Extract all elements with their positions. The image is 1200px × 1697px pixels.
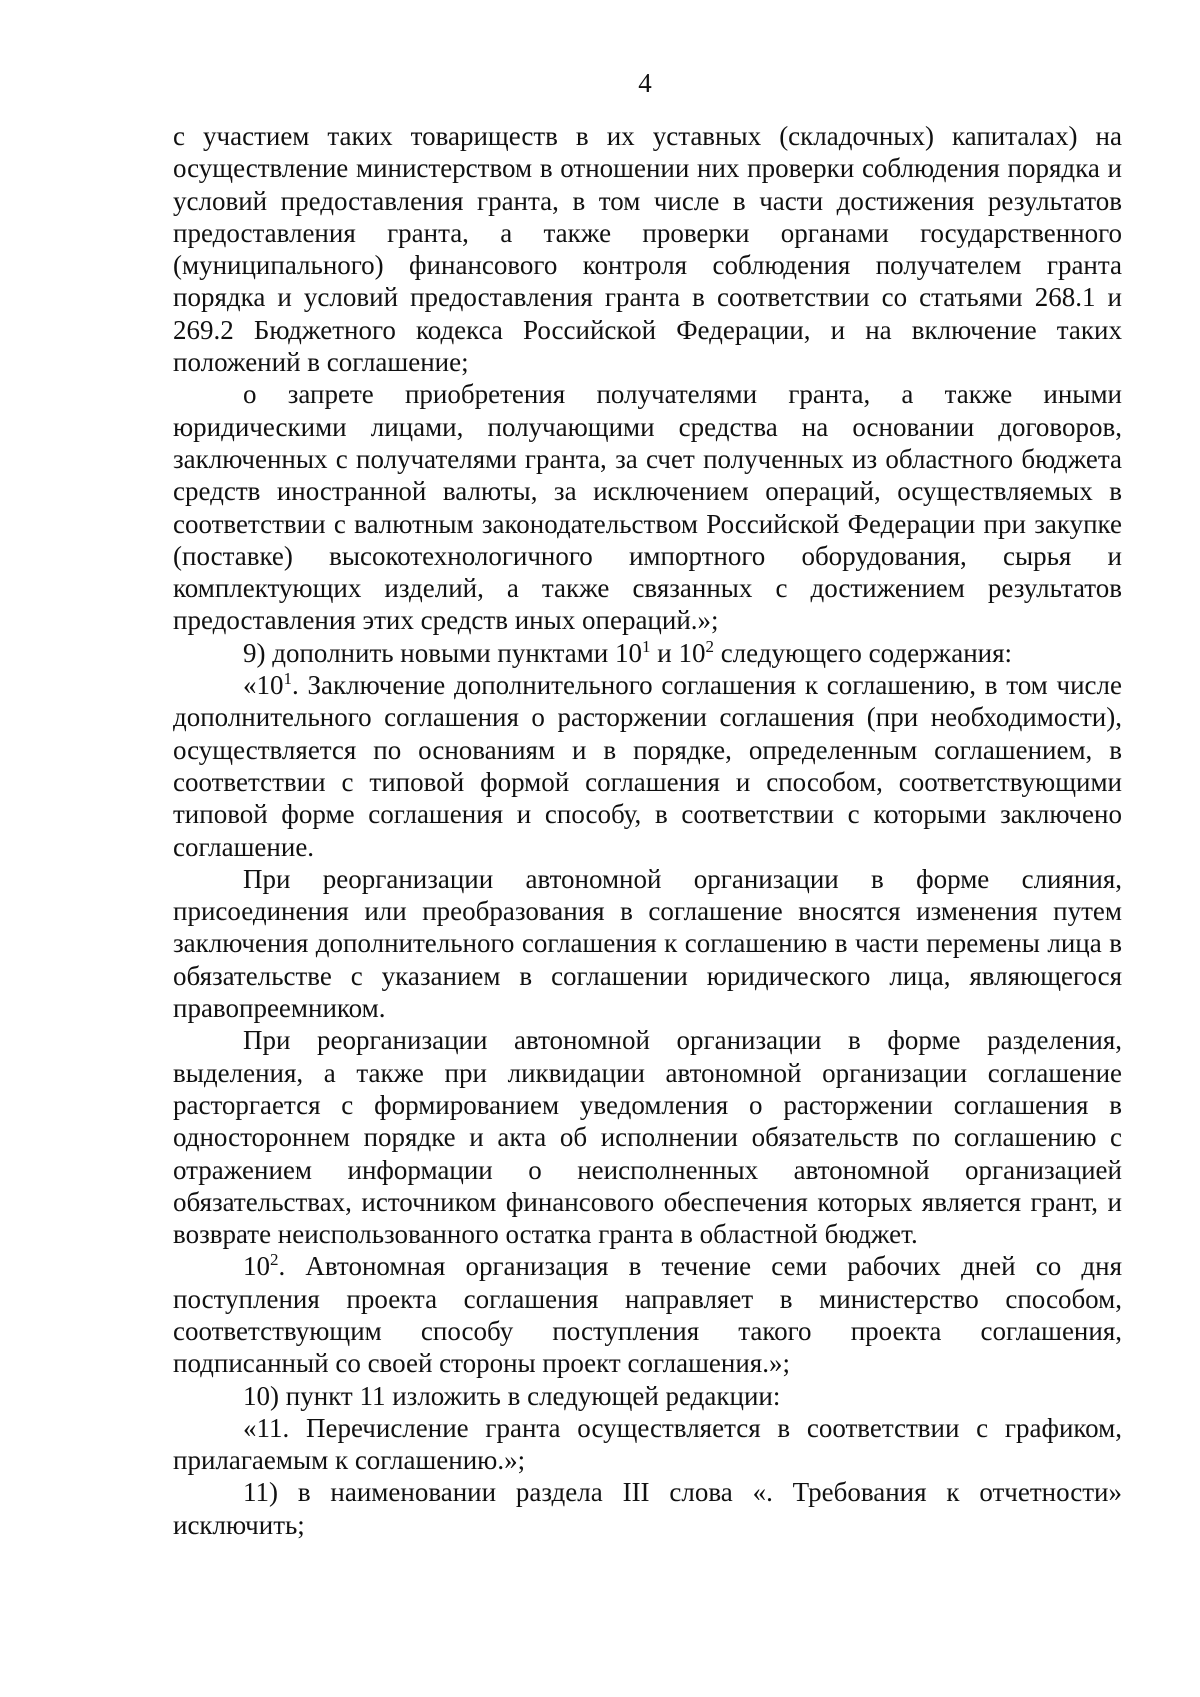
page-number: 4 xyxy=(638,68,652,98)
point-10-2-open: 10 xyxy=(243,1251,270,1282)
point-10-2-sup: 2 xyxy=(270,1250,279,1270)
point-10-1-open: «10 xyxy=(243,670,284,701)
paragraph-currency-ban: о запрете приобретения получателями гранта, а также иными юридическими лицами, получающими средства на основании договоров, заключенных с получателями гранта, за счет полученных из областного бюджета средств иностранной валюты, за исключением операций, осуществляемых в соответствии с валютным законодательством Российской Федерации при закупке (поставке) высокотехнологичного импортного оборудования, сырья и комплектующих изделий, а также связанных с достижением результатов предоставления этих средств иных операций.»; xyxy=(173,379,1122,636)
item-9-text-c: следующего содержания: xyxy=(713,637,1013,668)
item-9 xyxy=(173,637,1122,669)
point-10-1-sup: 1 xyxy=(283,669,292,689)
paragraph-merger: При реорганизации автономной организации в форме слияния, присоединения или преобразования в соглашение вносятся изменения путем заключения дополнительного соглашения к соглашению в части перемены лица в обязательстве с указанием в соглашении юридического лица, являющегося правопреемником. xyxy=(173,863,1122,1024)
item-10: 10) пункт 11 изложить в следующей редакции: xyxy=(243,1380,781,1411)
point-10-2-text: . Автономная организация в течение семи рабочих дней со дня поступления проекта соглашения направляет в министерство способом, соответствующим способу поступления такого проекта соглашения, подписанный со своей стороны проект соглашения.»; xyxy=(173,1251,1122,1379)
paragraph-division: При реорганизации автономной организации в форме разделения, выделения, а также при ликвидации автономной организации соглашение расторгается с формированием уведомления о расторжении соглашения в одностороннем порядке и акта об исполнении обязательств по соглашению с отражением информации о неисполненных автономной организацией обязательствах, источником финансового обеспечения которых является грант, и возврате неиспользованного остатка гранта в областной бюджет. xyxy=(173,1025,1122,1250)
item-9-text-a: 9) дополнить новыми пунктами 10 xyxy=(243,637,642,668)
point-10-2 xyxy=(173,1250,1122,1379)
item-9-sup-1: 1 xyxy=(642,636,651,656)
point-11: «11. Перечисление гранта осуществляется в соответствии с графиком, прилагаемым к соглашению.»; xyxy=(173,1412,1122,1476)
document-body xyxy=(173,120,1122,1541)
item-9-text-b: и 10 xyxy=(650,637,706,668)
paragraph-continuation: с участием таких товариществ в их уставных (складочных) капиталах) на осуществление министерством в отношении них проверки соблюдения порядка и условий предоставления гранта, в том числе в части достижения результатов предоставления гранта, а также проверки органами государственного (муниципального) финансового контроля соблюдения получателем гранта порядка и условий предоставления гранта в соответствии со статьями 268.1 и 269.2 Бюджетного кодекса Российской Федерации, и на включение таких положений в соглашение; xyxy=(173,121,1122,378)
item-9-sup-2: 2 xyxy=(705,636,714,656)
point-10-1 xyxy=(173,669,1122,863)
point-10-1-text: . Заключение дополнительного соглашения к соглашению, в том числе дополнительного соглашения о расторжении соглашения (при необходимости), осуществляется по основаниям и в порядке, определенным соглашением, в соответствии с типовой формой соглашения и способом, соответствующими типовой форме соглашения и способу, в соответствии с которыми заключено соглашение. xyxy=(173,670,1122,862)
item-11: 11) в наименовании раздела III слова «. Требования к отчетности» исключить; xyxy=(173,1477,1122,1540)
